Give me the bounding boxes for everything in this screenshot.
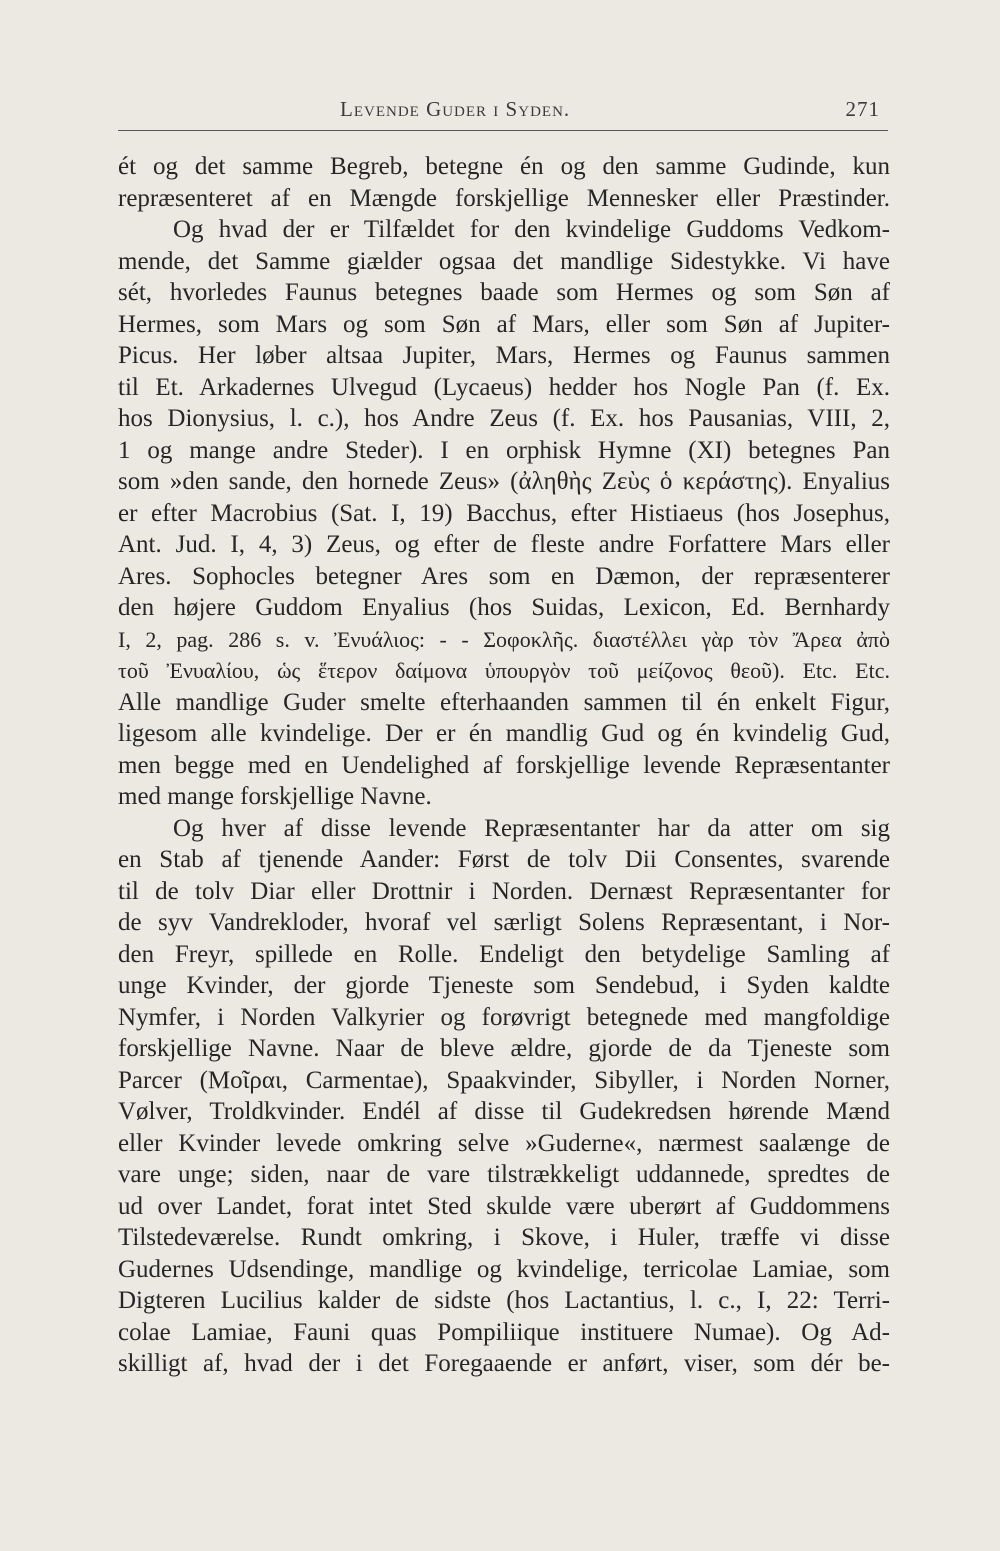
text-line: colae Lamiae, Fauni quas Pompiliique instituere Numae). Og Ad-: [118, 1318, 890, 1346]
text-line: unge Kvinder, der gjorde Tjeneste som Sendebud, i Syden kaldte: [118, 972, 890, 999]
text-line: Ant. Jud. I, 4, 3) Zeus, og efter de fleste andre Forfattere Mars eller: [118, 531, 890, 558]
text-line: sét, hvorledes Faunus betegnes baade som Hermes og som Søn af: [118, 279, 890, 306]
text-line: til de tolv Diar eller Drottnir i Norden. Dernæst Repræsentanter for: [118, 877, 890, 905]
text-line: som »den sande, den hornede Zeus» (ἀληθὴς Ζεὺς ὁ κεράστης). Enyalius: [118, 468, 890, 495]
text-line: de syv Vandrekloder, hvoraf vel særligt Solens Repræsentant, i Nor-: [118, 909, 890, 936]
running-title: Levende Guder i Syden.: [340, 97, 571, 121]
page-header: [118, 93, 888, 133]
header-rule: [118, 130, 888, 131]
text-line: Tilstedeværelse. Rundt omkring, i Skove, i Huler, træffe vi disse: [118, 1224, 890, 1251]
text-line: mende, det Samme giælder ogsaa det mandlige Sidestykke. Vi have: [118, 247, 890, 275]
page-number: 271: [845, 97, 880, 121]
text-line: 1 og mange andre Steder). I en orphisk Hymne (XI) betegnes Pan: [118, 436, 890, 464]
text-line: Og hvad der er Tilfældet for den kvindelige Guddoms Vedkom-: [173, 216, 890, 243]
text-line: Vølver, Troldkvinder. Endél af disse til Gudekredsen hørende Mænd: [118, 1098, 890, 1125]
text-line: den Freyr, spillede en Rolle. Endeligt den betydelige Samling af: [118, 940, 890, 968]
text-line: til Et. Arkadernes Ulvegud (Lycaeus) hedder hos Nogle Pan (f. Ex.: [118, 373, 890, 401]
text-line: ligesom alle kvindelige. Der er én mandlig Gud og én kvindelig Gud,: [118, 720, 890, 747]
text-line: τοῦ Ἐνυαλίου, ὡς ἕτερον δαίμονα ὑπουργὸν τοῦ μείζονος θεοῦ). Etc. Etc.: [118, 658, 890, 683]
text-line: men begge med en Uendelighed af forskjellige levende Repræsentanter: [118, 751, 890, 779]
text-line: vare unge; siden, naar de vare tilstrækkeligt uddannede, spredtes de: [118, 1161, 890, 1188]
text-line: Hermes, som Mars og som Søn af Mars, eller som Søn af Jupiter-: [118, 310, 890, 338]
text-line: skilligt af, hvad der i det Foregaaende er anført, viser, som dér be-: [118, 1350, 890, 1377]
text-line: Og hver af disse levende Repræsentanter har da atter om sig: [173, 814, 890, 842]
text-line: Alle mandlige Guder smelte efterhaanden sammen til én enkelt Figur,: [118, 688, 890, 716]
text-line: med mange forskjellige Navne.: [118, 783, 432, 810]
text-line: Parcer (Μοῖραι, Carmentae), Spaakvinder, Sibyller, i Norden Norner,: [118, 1066, 890, 1094]
text-line: repræsenteret af en Mængde forskjellige Mennesker eller Præstinder.: [118, 184, 890, 212]
text-line: den højere Guddom Enyalius (hos Suidas, Lexicon, Ed. Bernhardy: [118, 594, 890, 621]
text-line: I, 2, pag. 286 s. v. Ἐνυάλιος: - - Σοφοκλῆς. διαστέλλει γὰρ τὸν Ἄρεα ἀπὸ: [118, 626, 890, 652]
text-line: Digteren Lucilius kalder de sidste (hos Lactantius, l. c., I, 22: Terri-: [118, 1287, 890, 1314]
text-line: Picus. Her løber altsaa Jupiter, Mars, Hermes og Faunus sammen: [118, 342, 890, 369]
text-line: Gudernes Udsendinge, mandlige og kvindelige, terricolae Lamiae, som: [118, 1255, 890, 1283]
text-line: eller Kvinder levede omkring selve »Guderne«, nærmest saalænge de: [118, 1129, 890, 1157]
text-line: er efter Macrobius (Sat. I, 19) Bacchus, efter Histiaeus (hos Josephus,: [118, 499, 890, 527]
text-line: forskjellige Navne. Naar de bleve ældre, gjorde de da Tjeneste som: [118, 1035, 890, 1062]
text-line: en Stab af tjenende Aander: Først de tolv Dii Consentes, svarende: [118, 846, 890, 873]
text-line: Nymfer, i Norden Valkyrier og forøvrigt betegnede med mangfoldige: [118, 1003, 890, 1031]
text-line: ét og det samme Begreb, betegne én og den samme Gudinde, kun: [118, 153, 890, 180]
text-line: Ares. Sophocles betegner Ares som en Dæmon, der repræsenterer: [118, 562, 890, 590]
body-text: [118, 151, 890, 1380]
text-line: ud over Landet, forat intet Sted skulde være uberørt af Guddommens: [118, 1192, 890, 1220]
text-line: hos Dionysius, l. c.), hos Andre Zeus (f. Ex. hos Pausanias, VIII, 2,: [118, 405, 890, 432]
